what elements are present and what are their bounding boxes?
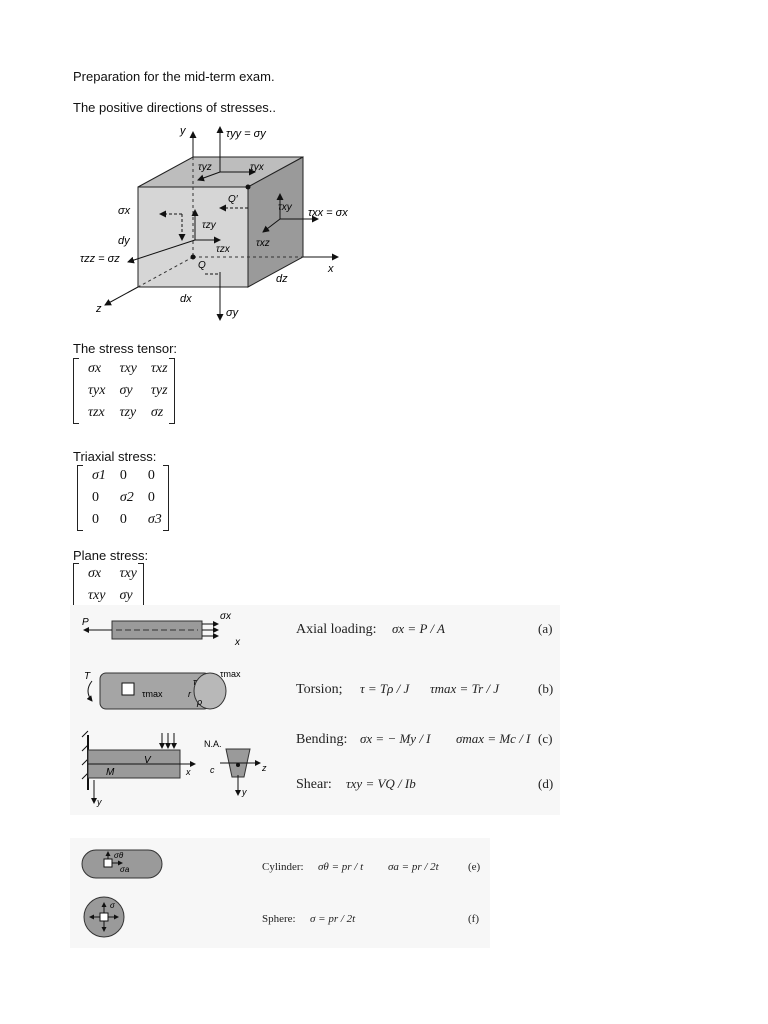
formula-b-expr1: τ = Tρ / J xyxy=(360,681,410,696)
cell: 0 xyxy=(147,468,155,483)
formula-panel-abcd xyxy=(70,605,560,815)
stress-cube-diagram xyxy=(80,122,355,322)
sk-P: P xyxy=(82,617,89,628)
sk-sx: σx xyxy=(220,611,232,622)
cell: τxy xyxy=(119,566,137,581)
cell: τxz xyxy=(150,361,168,376)
formula-c-tag: (c) xyxy=(538,731,553,746)
label-dz: dz xyxy=(276,273,288,285)
formula-c-expr1: σx = − My / I xyxy=(360,731,431,746)
sk-x: x xyxy=(235,637,240,648)
sk-stheta: σθ xyxy=(114,851,124,860)
sk-tmax2: τmax xyxy=(220,669,241,679)
cell: τzx xyxy=(88,405,105,420)
sk-T: T xyxy=(84,671,91,682)
cell: σy xyxy=(119,588,133,603)
cell: τyz xyxy=(150,383,168,398)
formula-a-name: Axial loading: xyxy=(296,622,377,637)
axis-label-z: z xyxy=(96,303,102,315)
formula-c-expr2: σmax = Mc / I xyxy=(456,731,531,746)
sk-c: c xyxy=(210,765,215,775)
cell: σ3 xyxy=(147,512,162,527)
page-heading: Preparation for the mid-term exam. xyxy=(73,69,275,84)
plane-stress-matrix xyxy=(73,563,144,607)
cell: 0 xyxy=(119,512,127,527)
label-Q: Q xyxy=(198,260,206,271)
label-tzx: τzx xyxy=(216,244,230,255)
tensor-label: The stress tensor: xyxy=(73,341,178,356)
cell: 0 xyxy=(92,512,99,527)
cell: τyx xyxy=(88,383,106,398)
formula-e-expr2: σa = pr / 2t xyxy=(388,861,439,873)
label-txx: τxx = σx xyxy=(308,207,348,219)
sk-s: σ xyxy=(110,901,115,910)
sk-y: y xyxy=(97,797,102,807)
cell: σ1 xyxy=(92,468,106,483)
cell: τxy xyxy=(119,361,137,376)
axis-label-y: y xyxy=(180,125,186,137)
triaxial-matrix xyxy=(77,465,169,531)
formula-e-name: Cylinder: xyxy=(262,861,304,873)
label-tyy: τyy = σy xyxy=(226,128,266,140)
plane-label: Plane stress: xyxy=(73,548,149,563)
label-txy: τxy xyxy=(278,202,292,213)
formula-b-expr2: τmax = Tr / J xyxy=(430,681,500,696)
sk-y2: y xyxy=(242,787,247,797)
cell: σx xyxy=(88,566,102,581)
sk-x2: x xyxy=(186,767,191,777)
axis-label-x: x xyxy=(328,263,334,275)
sk-tau: τ xyxy=(193,677,197,687)
sk-NA: N.A. xyxy=(204,739,222,749)
cell: τxy xyxy=(88,588,106,603)
label-tzz: τzz = σz xyxy=(80,253,120,265)
formula-a-tag: (a) xyxy=(538,621,553,636)
cell: 0 xyxy=(92,490,99,505)
cell: σx xyxy=(88,361,102,376)
formula-b-name: Torsion; xyxy=(296,682,343,697)
label-dy: dy xyxy=(118,235,130,247)
stress-tensor-matrix xyxy=(73,358,175,424)
formula-f-expr: σ = pr / 2t xyxy=(310,913,356,925)
sk-tmax: τmax xyxy=(142,689,163,699)
label-dx: dx xyxy=(180,293,192,305)
cell: σ2 xyxy=(119,490,134,505)
stresses-caption: The positive directions of stresses.. xyxy=(73,100,277,115)
sk-M: M xyxy=(106,767,115,778)
cell: σz xyxy=(150,405,164,420)
label-sx: σx xyxy=(118,205,131,217)
cell: 0 xyxy=(119,468,127,483)
label-tzy: τzy xyxy=(202,220,216,231)
sk-rho: ρ xyxy=(197,697,203,707)
cell: 0 xyxy=(147,490,155,505)
label-tyz: τyz xyxy=(198,162,212,173)
formula-d-expr: τxy = VQ / Ib xyxy=(346,776,416,791)
label-tyx: τyx xyxy=(250,162,264,173)
formula-d-name: Shear: xyxy=(296,777,332,792)
label-Qprime: Q′ xyxy=(228,194,238,205)
sk-sa: σa xyxy=(120,865,130,874)
formula-c-name: Bending: xyxy=(296,732,348,747)
label-txz: τxz xyxy=(256,238,270,249)
formula-a-expr: σx = P / A xyxy=(392,621,445,636)
label-sy: σy xyxy=(226,307,239,319)
triaxial-label: Triaxial stress: xyxy=(73,449,157,464)
sk-V: V xyxy=(144,755,151,766)
formula-f-name: Sphere: xyxy=(262,913,296,925)
cell: σy xyxy=(119,383,133,398)
formula-e-expr1: σθ = pr / t xyxy=(318,861,364,873)
sk-r: r xyxy=(188,689,191,699)
formula-f-tag: (f) xyxy=(468,913,479,925)
formula-panel-ef xyxy=(70,838,490,948)
sk-z: z xyxy=(262,763,267,773)
cell: τzy xyxy=(119,405,137,420)
formula-e-tag: (e) xyxy=(468,861,481,873)
formula-b-tag: (b) xyxy=(538,681,554,696)
formula-d-tag: (d) xyxy=(538,776,554,791)
